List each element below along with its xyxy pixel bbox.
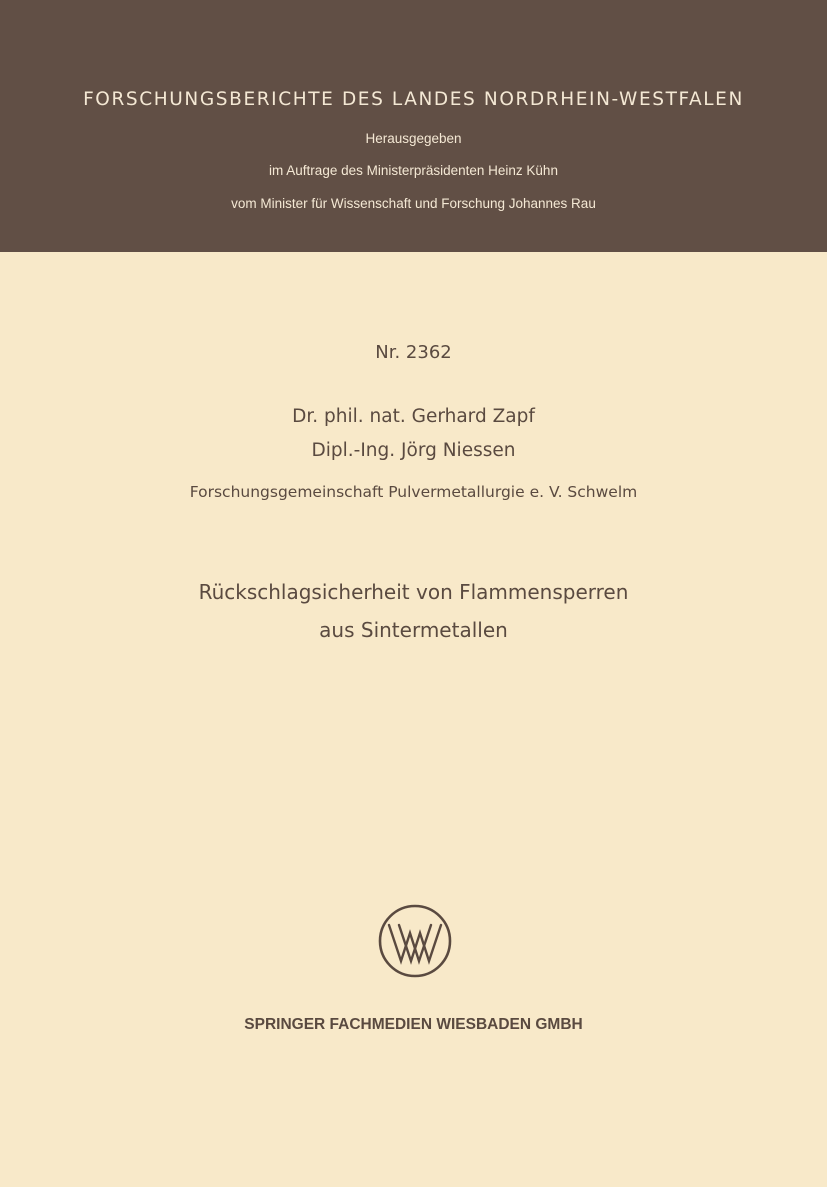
editor-line-herausgegeben: Herausgegeben: [365, 131, 462, 146]
author-2: Dipl.-Ing. Jörg Niessen: [311, 440, 516, 461]
publisher-name: SPRINGER FACHMEDIEN WIESBADEN GMBH: [244, 1016, 583, 1033]
report-number: Nr. 2362: [375, 342, 452, 363]
institution: Forschungsgemeinschaft Pulvermetallurgie e. V. Schwelm: [189, 483, 638, 501]
book-title-line-2: aus Sintermetallen: [319, 618, 508, 642]
series-header-band: [0, 0, 827, 252]
editor-line-auftrag: im Auftrage des Ministerpräsidenten Heinz Kühn: [269, 163, 558, 178]
publisher-logo-icon: [377, 903, 453, 979]
editor-line-minister: vom Minister für Wissenschaft und Forschung Johannes Rau: [231, 196, 596, 211]
series-title: FORSCHUNGSBERICHTE DES LANDES NORDRHEIN-WESTFALEN: [83, 89, 744, 110]
author-1: Dr. phil. nat. Gerhard Zapf: [292, 406, 535, 427]
book-title-line-1: Rückschlagsicherheit von Flammensperren: [198, 580, 629, 604]
